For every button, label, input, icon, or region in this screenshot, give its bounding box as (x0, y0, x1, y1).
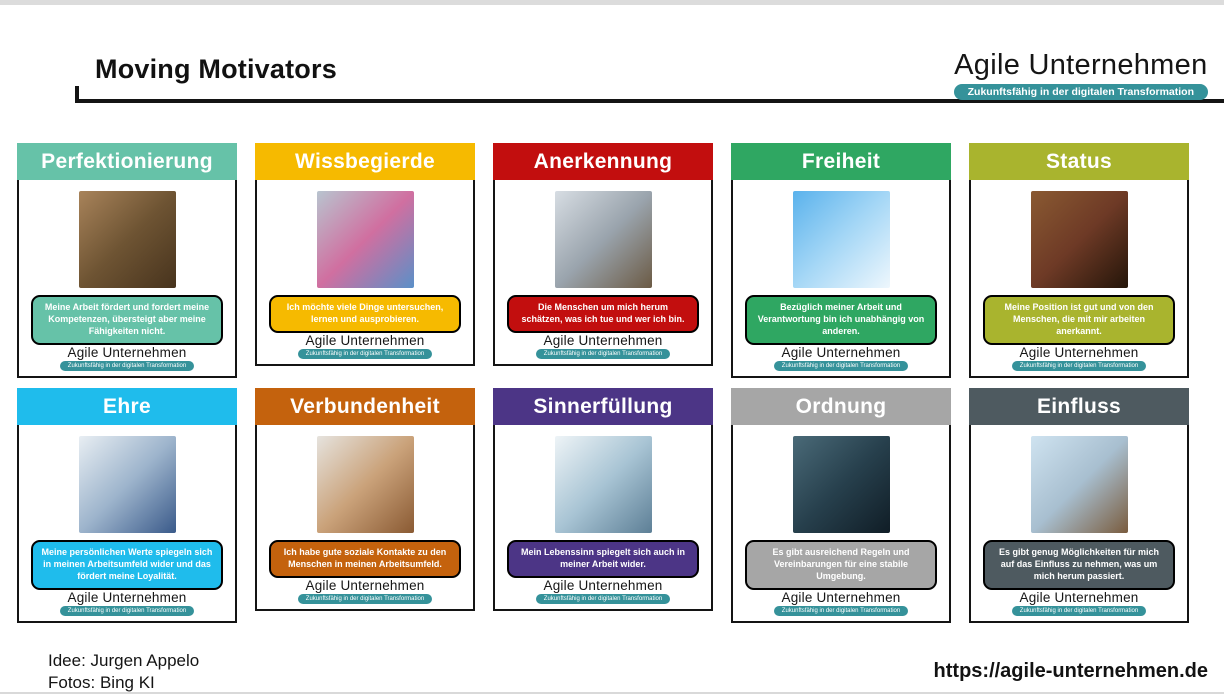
card-brand-tagline: Zukunftsfähig in der digitalen Transformation (298, 594, 432, 604)
card-header (969, 388, 1189, 425)
card-brand-name: Agile Unternehmen (1019, 344, 1139, 360)
card-statement: Ich möchte viele Dinge untersuchen, lernen und ausprobieren. (286, 302, 444, 324)
card-body (17, 180, 237, 378)
card-statement-bubble (507, 295, 699, 333)
card-brand-logo (298, 333, 432, 359)
card-statement-bubble (31, 295, 223, 345)
website-link[interactable]: https://agile-unternehmen.de (933, 660, 1208, 682)
motivator-card-verbundenheit (255, 388, 475, 606)
card-photo (79, 436, 176, 533)
card-brand-logo (1012, 590, 1146, 616)
card-statement-bubble (745, 295, 937, 345)
card-statement: Meine Arbeit fördert und fordert meine Kompetenzen, übersteigt aber meine Fähigkeiten nicht. (44, 302, 210, 336)
card-statement: Ich habe gute soziale Kontakte zu den Menschen in meinen Arbeitsumfeld. (283, 547, 447, 569)
card-body (731, 425, 951, 623)
card-photo (1031, 191, 1128, 288)
card-photo (317, 191, 414, 288)
card-title: Freiheit (801, 149, 881, 173)
card-header (731, 143, 951, 180)
page-title: Moving Motivators (95, 54, 337, 84)
card-brand-logo (774, 345, 908, 371)
card-brand-tagline: Zukunftsfähig in der digitalen Transformation (60, 361, 194, 371)
brand-name: Agile Unternehmen (954, 49, 1208, 81)
card-statement: Meine persönlichen Werte spiegeln sich in meinen Arbeitsumfeld wider und das fördert meine Loyalität. (41, 547, 213, 581)
card-statement-bubble (745, 540, 937, 590)
motivator-card-status (969, 143, 1189, 369)
motivator-card-sinnerfüllung (493, 388, 713, 606)
credits-idea: Idee: Jurgen Appelo (48, 651, 200, 670)
card-photo (555, 191, 652, 288)
card-brand-tagline: Zukunftsfähig in der digitalen Transformation (536, 594, 670, 604)
card-statement-bubble (31, 540, 223, 590)
motivator-card-einfluss (969, 388, 1189, 614)
card-title: Einfluss (1036, 394, 1122, 418)
card-statement-bubble (269, 540, 461, 578)
card-header (969, 143, 1189, 180)
card-statement-bubble (983, 540, 1175, 590)
card-brand-logo (774, 590, 908, 616)
motivator-card-ordnung (731, 388, 951, 614)
card-photo (555, 436, 652, 533)
card-body (255, 425, 475, 611)
card-title: Ordnung (795, 394, 887, 418)
card-brand-name: Agile Unternehmen (305, 577, 425, 593)
card-brand-tagline: Zukunftsfähig in der digitalen Transformation (1012, 361, 1146, 371)
card-statement: Es gibt genug Möglichkeiten für mich auf das Einfluss zu nehmen, was um mich herum passiert. (998, 547, 1159, 581)
card-brand-logo (536, 333, 670, 359)
card-title: Wissbegierde (295, 149, 435, 173)
card-title: Ehre (103, 394, 151, 418)
credits-photos: Fotos: Bing KI (48, 673, 155, 693)
card-photo (79, 191, 176, 288)
card-brand-name: Agile Unternehmen (1019, 589, 1139, 605)
card-header (255, 388, 475, 425)
card-statement-bubble (983, 295, 1175, 345)
card-header (493, 388, 713, 425)
card-brand-name: Agile Unternehmen (305, 332, 425, 348)
card-header (493, 143, 713, 180)
card-brand-name: Agile Unternehmen (781, 589, 901, 605)
card-brand-tagline: Zukunftsfähig in der digitalen Transformation (298, 349, 432, 359)
card-statement-bubble (507, 540, 699, 578)
card-body (17, 425, 237, 623)
card-brand-logo (1012, 345, 1146, 371)
card-statement: Mein Lebenssinn spiegelt sich auch in meiner Arbeit wider. (520, 547, 686, 569)
card-brand-logo (60, 590, 194, 616)
card-photo (1031, 436, 1128, 533)
card-brand-tagline: Zukunftsfähig in der digitalen Transformation (1012, 606, 1146, 616)
motivator-card-anerkennung (493, 143, 713, 361)
card-body (255, 180, 475, 366)
card-brand-tagline: Zukunftsfähig in der digitalen Transformation (774, 361, 908, 371)
cards-grid (17, 143, 1189, 614)
card-brand-logo (298, 578, 432, 604)
card-title: Perfektionierung (41, 149, 213, 173)
brand-tagline: Zukunftsfähig in der digitalen Transformation (954, 84, 1208, 100)
brand-logo (954, 49, 1208, 100)
credits (48, 650, 199, 695)
motivator-card-freiheit (731, 143, 951, 369)
card-body (493, 425, 713, 611)
card-brand-name: Agile Unternehmen (67, 589, 187, 605)
card-header (17, 388, 237, 425)
motivator-card-perfektionierung (17, 143, 237, 369)
card-brand-tagline: Zukunftsfähig in der digitalen Transformation (60, 606, 194, 616)
card-statement-bubble (269, 295, 461, 333)
card-body (969, 180, 1189, 378)
card-photo (793, 191, 890, 288)
card-statement: Meine Position ist gut und von den Menschen, die mit mir arbeiten anerkannt. (1004, 302, 1154, 336)
card-title: Verbundenheit (290, 394, 440, 418)
card-title: Sinnerfüllung (533, 394, 673, 418)
card-body (493, 180, 713, 366)
card-header (17, 143, 237, 180)
card-photo (793, 436, 890, 533)
card-brand-logo (60, 345, 194, 371)
card-brand-name: Agile Unternehmen (781, 344, 901, 360)
card-body (969, 425, 1189, 623)
top-strip (0, 0, 1224, 5)
card-header (731, 388, 951, 425)
card-brand-logo (536, 578, 670, 604)
card-title: Status (1046, 149, 1112, 173)
motivator-card-ehre (17, 388, 237, 614)
card-statement: Die Menschen um mich herum schätzen, was ich tue und wer ich bin. (521, 302, 685, 324)
card-statement: Bezüglich meiner Arbeit und Verantwortung bin ich unabhängig von anderen. (757, 302, 925, 336)
card-brand-tagline: Zukunftsfähig in der digitalen Transformation (774, 606, 908, 616)
card-brand-name: Agile Unternehmen (67, 344, 187, 360)
card-header (255, 143, 475, 180)
card-statement: Es gibt ausreichend Regeln und Vereinbarungen für eine stabile Umgebung. (772, 547, 910, 581)
card-body (731, 180, 951, 378)
card-photo (317, 436, 414, 533)
bottom-strip (0, 692, 1224, 694)
card-title: Anerkennung (533, 149, 673, 173)
motivator-card-wissbegierde (255, 143, 475, 361)
card-brand-name: Agile Unternehmen (543, 577, 663, 593)
card-brand-tagline: Zukunftsfähig in der digitalen Transformation (536, 349, 670, 359)
card-brand-name: Agile Unternehmen (543, 332, 663, 348)
